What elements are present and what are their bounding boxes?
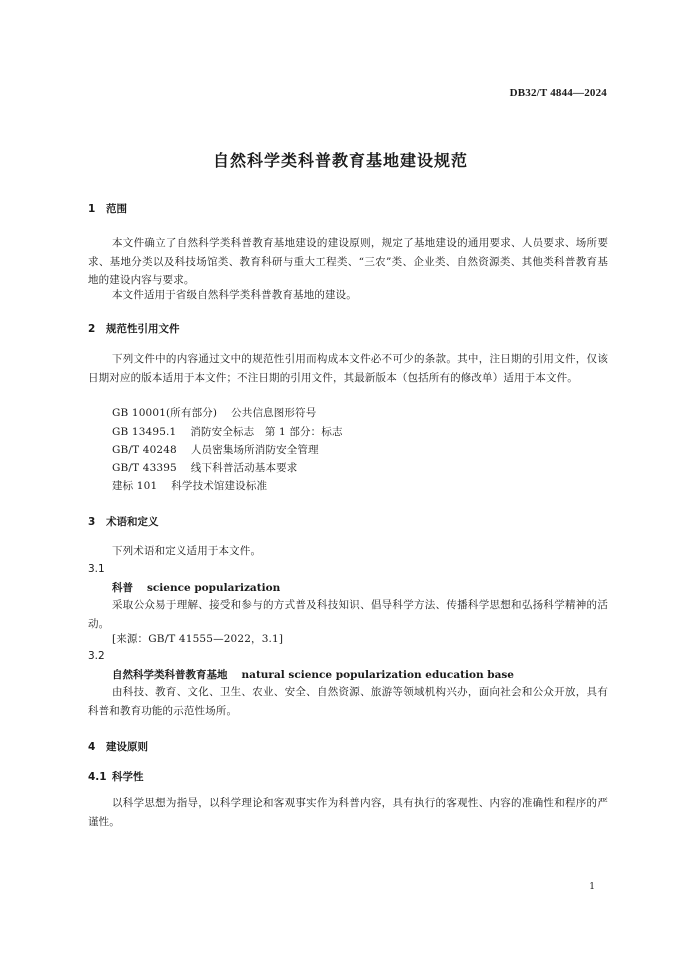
section-4-heading (88, 739, 148, 754)
term-number: 3.2 (88, 650, 105, 662)
section-3-heading (88, 514, 159, 529)
term-heading (112, 580, 280, 595)
reference-code: GB/T 43395 (112, 462, 177, 474)
reference-code: GB/T 40248 (112, 444, 177, 456)
reference-title: 线下科普活动基本要求 (190, 462, 298, 474)
section-title: 范围 (106, 203, 127, 215)
term-zh: 自然科学类科普教育基地 (112, 669, 228, 681)
term-definition: 采取公众易于理解、接受和参与的方式普及科技知识、倡导科学方法、传播科学思想和弘扬科学精神的活动。 (88, 599, 608, 630)
reference-code: GB 10001(所有部分) (112, 407, 218, 419)
reference-title: 消防安全标志 第 1 部分：标志 (190, 426, 343, 438)
term-heading (112, 667, 514, 682)
term-source: [来源：GB/T 41555—2022，3.1] (112, 633, 284, 645)
page-number: 1 (589, 882, 595, 892)
subsection-4-1-heading (88, 769, 144, 784)
term-zh: 科普 (112, 582, 133, 594)
reference-item (112, 477, 267, 496)
reference-title: 人员密集场所消防安全管理 (190, 444, 319, 456)
reference-item (112, 459, 297, 478)
section-title: 建设原则 (106, 741, 148, 753)
term-number: 3.1 (88, 563, 105, 575)
subsection-title: 科学性 (112, 771, 144, 783)
section-number: 4 (88, 741, 96, 753)
reference-code: GB 13495.1 (112, 426, 177, 438)
reference-item (112, 441, 319, 460)
document-title: 自然科学类科普教育基地建设规范 (212, 151, 468, 170)
section-1-paragraph-2: 本文件适用于省级自然科学类科普教育基地的建设。 (112, 289, 357, 301)
standard-number: DB32/T 4844—2024 (509, 87, 607, 99)
subsection-number: 4.1 (88, 771, 107, 783)
section-title: 术语和定义 (106, 516, 159, 528)
section-title: 规范性引用文件 (106, 323, 180, 335)
term-definition: 由科技、教育、文化、卫生、农业、安全、自然资源、旅游等领域机构兴办，面向社会和公众开放，具有科普和教育功能的示范性场所。 (88, 686, 608, 717)
subsection-4-1-paragraph: 以科学思想为指导，以科学理论和客观事实作为科普内容，具有执行的客观性、内容的准确性和程序的严谨性。 (88, 797, 608, 828)
reference-item (112, 423, 343, 442)
reference-title: 科学技术馆建设标准 (171, 480, 268, 492)
section-number: 1 (88, 203, 96, 215)
section-2-heading (88, 321, 180, 336)
section-2-intro: 下列文件中的内容通过文中的规范性引用而构成本文件必不可少的条款。其中，注日期的引用文件，仅该日期对应的版本适用于本文件；不注日期的引用文件，其最新版本（包括所有的修改单）适用于本文件。 (88, 353, 608, 384)
section-1-heading (88, 201, 127, 216)
term-en: natural science popularization education base (241, 669, 514, 681)
section-1-paragraph-1: 本文件确立了自然科学类科普教育基地建设的建设原则，规定了基地建设的通用要求、人员要求、场所要求、基地分类以及科技场馆类、教育科研与重大工程类、“三农”类、企业类、自然资源类、其他类科普教育基地的建设内容与要求。 (88, 237, 608, 286)
section-number: 3 (88, 516, 96, 528)
section-3-intro: 下列术语和定义适用于本文件。 (112, 545, 262, 557)
term-en: science popularization (147, 582, 281, 594)
reference-item (112, 404, 316, 423)
reference-title: 公共信息图形符号 (231, 407, 317, 419)
section-number: 2 (88, 323, 96, 335)
reference-code: 建标 101 (112, 480, 158, 492)
